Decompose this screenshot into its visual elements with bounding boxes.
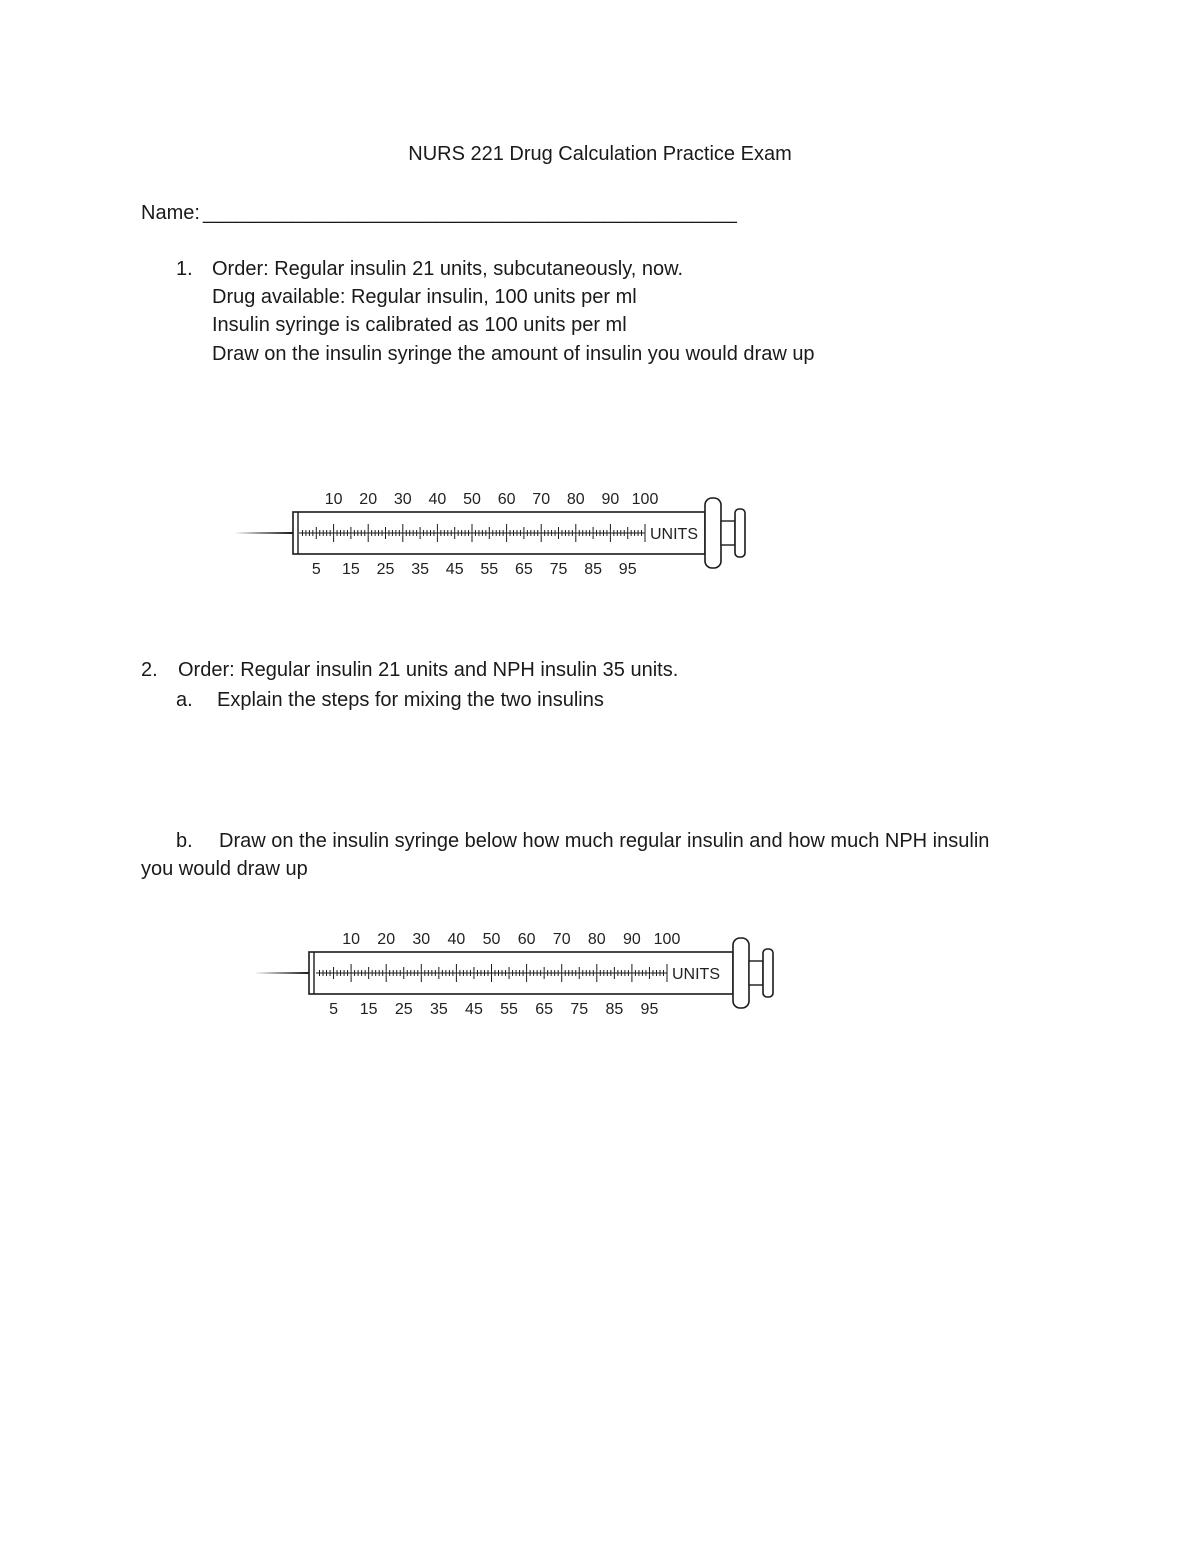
units-label: UNITS (650, 526, 698, 543)
plunger-stem (749, 961, 763, 985)
needle-icon (234, 532, 293, 534)
scale-label-bottom: 35 (429, 1001, 448, 1018)
scale-label-bottom: 5 (311, 561, 321, 578)
scale-label-top: 20 (359, 491, 378, 508)
scale-label-top: 50 (463, 491, 481, 508)
scale-label-top: 80 (566, 491, 585, 508)
scale-label-bottom: 95 (640, 1001, 659, 1018)
name-label: Name: (141, 202, 200, 224)
scale-label-top: 10 (342, 931, 360, 948)
scale-label-top: 10 (324, 491, 343, 508)
q1-number: 1. (176, 258, 193, 280)
scale-label-top: 40 (428, 491, 447, 508)
scale-label-bottom: 15 (342, 561, 360, 578)
units-label: UNITS (672, 966, 720, 983)
scale-label-bottom: 95 (618, 561, 637, 578)
q2b-text-line2: you would draw up (141, 858, 308, 880)
scale-label-bottom: 5 (329, 1001, 339, 1018)
scale-label-top: 30 (412, 931, 431, 948)
scale-label-bottom: 25 (376, 561, 395, 578)
q2b-text-line1: Draw on the insulin syringe below how much regular insulin and how much NPH insulin (219, 830, 990, 852)
q1-syringe-calibration: Insulin syringe is calibrated as 100 units per ml (212, 314, 627, 336)
syringe-flange (705, 498, 721, 568)
scale-label-bottom: 85 (584, 561, 602, 578)
scale-label-bottom: 45 (465, 1001, 483, 1018)
needle-icon (252, 972, 309, 974)
q2-number: 2. (141, 659, 158, 681)
plunger-head[interactable] (735, 509, 745, 557)
q2b-label: b. (176, 830, 193, 852)
scale-label-bottom: 85 (605, 1001, 624, 1018)
q2a-text: Explain the steps for mixing the two insulins (217, 689, 604, 711)
scale-label-top: 100 (653, 931, 681, 948)
scale-label-top: 30 (393, 491, 412, 508)
scale-label-bottom: 55 (480, 561, 499, 578)
scale-label-top: 80 (587, 931, 606, 948)
scale-label-bottom: 35 (411, 561, 429, 578)
q1-order: Order: Regular insulin 21 units, subcutaneously, now. (212, 258, 684, 280)
scale-label-top: 90 (601, 491, 620, 508)
scale-label-bottom: 45 (445, 561, 464, 578)
scale-label-bottom: 55 (500, 1001, 518, 1018)
scale-label-bottom: 65 (535, 1001, 554, 1018)
scale-label-top: 50 (482, 931, 501, 948)
scale-label-bottom: 75 (570, 1001, 589, 1018)
q1-instruction: Draw on the insulin syringe the amount of insulin you would draw up (212, 343, 815, 365)
plunger-stem (721, 521, 735, 545)
scale-label-top: 90 (623, 931, 641, 948)
scale-label-bottom: 65 (515, 561, 533, 578)
syringe-1[interactable] (232, 484, 762, 580)
scale-label-top: 70 (552, 931, 571, 948)
scale-label-top: 60 (517, 931, 536, 948)
syringe-flange (733, 938, 749, 1008)
scale-label-top: 70 (532, 491, 551, 508)
q2a-label: a. (176, 689, 193, 711)
syringe-2[interactable] (250, 924, 786, 1020)
scale-label-top: 60 (497, 491, 516, 508)
scale-label-top: 100 (631, 491, 659, 508)
q2-order: Order: Regular insulin 21 units and NPH insulin 35 units. (178, 659, 679, 681)
scale-label-top: 20 (377, 931, 396, 948)
scale-label-top: 40 (447, 931, 466, 948)
scale-label-bottom: 25 (394, 1001, 413, 1018)
scale-label-bottom: 75 (549, 561, 568, 578)
name-field[interactable]: ________________________________________________ (203, 202, 737, 224)
plunger-head[interactable] (763, 949, 773, 997)
page-title: NURS 221 Drug Calculation Practice Exam (408, 143, 792, 165)
q1-drug-available: Drug available: Regular insulin, 100 units per ml (212, 286, 637, 308)
scale-label-bottom: 15 (359, 1001, 378, 1018)
